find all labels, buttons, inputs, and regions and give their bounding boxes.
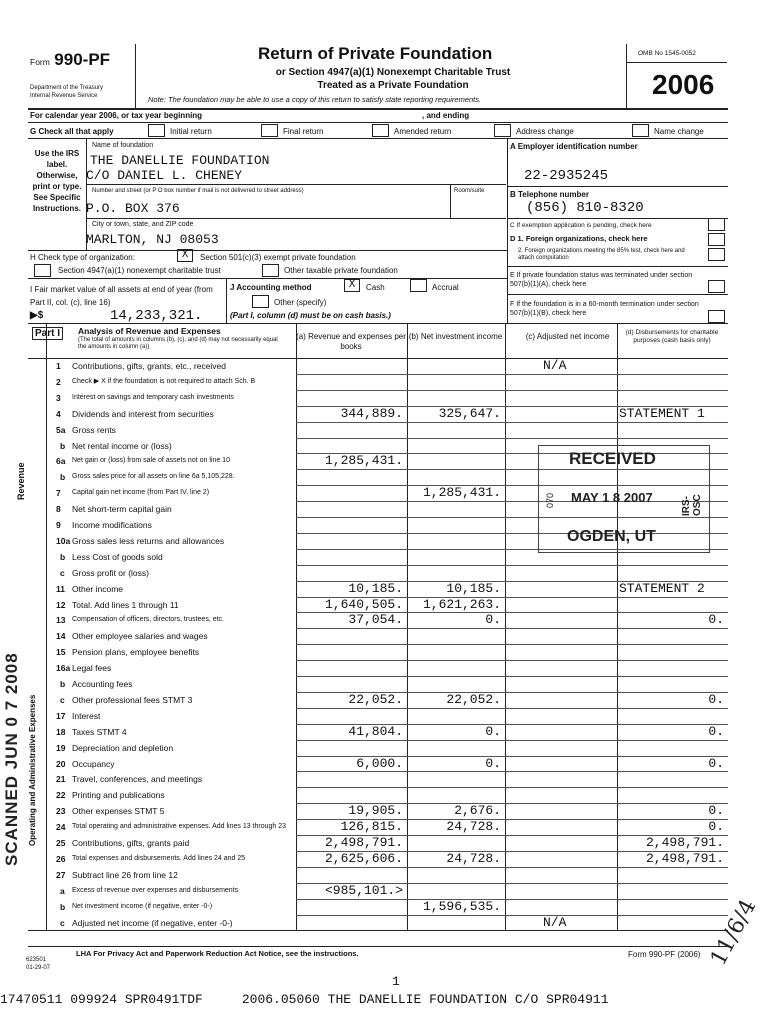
cell-b: 24,728. <box>446 850 501 866</box>
row-rule <box>296 676 728 677</box>
h-label: H Check type of organization: <box>30 253 135 262</box>
col-d-header: (d) Disbursements for charitable purposes (cash basis only) <box>625 329 719 344</box>
divider <box>508 266 728 267</box>
row-label: Net gain or (loss) from sale of assets not on line 10 <box>72 457 230 465</box>
lha-notice: LHA For Privacy Act and Paperwork Reduction Act Notice, see the instructions. <box>76 949 359 958</box>
row-label: Gross profit or (loss) <box>72 567 149 578</box>
divider <box>508 218 728 219</box>
row-label: Adjusted net income (if negative, enter -0-) <box>72 917 233 928</box>
form-reference <box>628 950 700 960</box>
row-number: 3 <box>56 392 61 403</box>
header-rule <box>28 358 728 359</box>
tax-year: 2006 <box>652 69 715 100</box>
fmv-arrow: ▶$ <box>30 310 44 321</box>
row-number: 18 <box>56 726 66 737</box>
cell-a: 37,054. <box>348 612 403 628</box>
received-side-left: 070 <box>545 492 555 508</box>
cell-a: 19,905. <box>348 803 403 819</box>
calendar-year: For calendar year 2006, or tax year beginning <box>30 111 203 120</box>
subtitle-2: Treated as a Private Foundation <box>317 80 469 91</box>
subtitle-1: or Section 4947(a)(1) Nonexempt Charitable Trust <box>275 67 511 78</box>
ein-value: 22-2935245 <box>524 168 609 184</box>
row-rule <box>296 644 728 645</box>
row-label: Printing and publications <box>72 790 165 801</box>
row-number: b <box>60 551 66 562</box>
row-rule <box>296 438 728 439</box>
row-label: Less Cost of goods sold <box>72 551 163 562</box>
row-number: a <box>60 885 65 896</box>
city-state-zip: MARLTON, NJ 08053 <box>86 232 219 247</box>
row-label: Net short-term capital gain <box>72 504 172 515</box>
row-rule <box>296 867 728 868</box>
f-label: F If the foundation is in a 60-month termination under section 507(b)(1)(B), check here <box>510 301 699 317</box>
cell-a: 22,052. <box>348 691 403 707</box>
row-label: Other professional fees STMT 3 <box>72 694 193 705</box>
cell-d: 2,498,791. <box>645 850 724 866</box>
cell-a: 2,625,606. <box>324 850 403 866</box>
received-text: RECEIVED <box>569 449 656 468</box>
received-date: MAY 1 8 2007 <box>571 490 653 505</box>
row-number: 10a <box>56 535 71 546</box>
row-number: c <box>60 917 65 928</box>
cell-b: 0. <box>485 723 501 739</box>
row-label: Depreciation and depletion <box>72 742 174 753</box>
row-label: Total. Add lines 1 through 11 <box>72 599 179 610</box>
row-rule <box>296 740 728 741</box>
table-bottom <box>28 930 728 931</box>
cell-b: 24,728. <box>446 819 501 835</box>
row-rule <box>296 787 728 788</box>
use-irs-label: Use the IRS label. Otherwise, print or type. See Specific Instructions. <box>32 149 82 213</box>
row-number: 25 <box>56 838 66 848</box>
divider <box>28 108 728 110</box>
cell-a: 344,889. <box>340 405 403 421</box>
row-number: 21 <box>56 774 66 785</box>
final-return-label: Final return <box>283 127 324 136</box>
h-4947-checkbox[interactable] <box>34 264 51 277</box>
divider <box>28 138 728 139</box>
cell-a: 10,185. <box>348 580 403 596</box>
row-rule <box>296 660 728 661</box>
row-label: Accounting fees <box>72 679 133 689</box>
row-rule <box>296 374 728 375</box>
divider <box>626 44 627 108</box>
h-4947-label: Section 4947(a)(1) nonexempt charitable trust <box>58 266 221 275</box>
received-stamp <box>538 445 710 553</box>
row-rule <box>296 390 728 391</box>
row-number: 22 <box>56 790 66 801</box>
row-rule <box>296 915 728 916</box>
foundation-name: THE DANELLIE FOUNDATION <box>90 153 270 168</box>
accrual-checkbox[interactable] <box>410 279 427 292</box>
cell-a: 126,815. <box>340 819 403 835</box>
phone-value: (856) 810-8320 <box>526 200 644 216</box>
row-label: Income modifications <box>72 520 152 530</box>
cell-d: STATEMENT 2 <box>619 580 705 596</box>
row-label: Taxes STMT 4 <box>72 726 127 737</box>
form-word: Form <box>30 57 50 67</box>
cell-b: 1,285,431. <box>422 485 501 501</box>
e-checkbox[interactable] <box>708 280 725 293</box>
c-label: C If exemption application is pending, check here <box>510 222 652 229</box>
cell-d: 0. <box>708 612 724 628</box>
row-number: 11 <box>56 583 65 594</box>
row-label: Interest <box>72 710 101 721</box>
d1-checkbox[interactable] <box>708 233 725 246</box>
row-number: 6a <box>56 456 66 467</box>
row-number: 8 <box>56 504 61 515</box>
cell-d: 0. <box>708 803 724 819</box>
row-rule <box>296 771 728 772</box>
col-b-header: (b) Net investment income <box>408 332 503 341</box>
j-note: (Part I, column (d) must be on cash basis.) <box>230 311 391 320</box>
row-number: 15 <box>56 647 66 658</box>
row-number: 24 <box>56 822 66 833</box>
street-address: P.O. BOX 376 <box>86 201 180 216</box>
e-label: E If private foundation status was terminated under section 507(b)(1)(A), check here <box>510 272 693 288</box>
row-label: Occupancy <box>72 758 115 769</box>
cell-d: STATEMENT 1 <box>619 405 705 421</box>
cell-b: 0. <box>485 755 501 771</box>
side-label-expenses: Operating and Administrative Expenses <box>28 694 37 846</box>
ein-label: A Employer identification number <box>510 142 638 151</box>
cell-a: 1,640,505. <box>324 596 403 612</box>
col-c-header: (c) Adjusted net income <box>525 332 610 341</box>
row-number: 9 <box>56 520 61 530</box>
cell-d: 0. <box>708 755 724 771</box>
row-number: 4 <box>56 408 61 419</box>
phone-label: B Telephone number <box>510 190 589 199</box>
row-rule <box>296 708 728 709</box>
cell-a: 41,804. <box>348 723 403 739</box>
form-label <box>30 50 110 70</box>
page-title: Return of Private Foundation <box>258 44 493 63</box>
side-label-revenue: Revenue <box>16 462 26 500</box>
name-change-label: Name change <box>654 127 704 136</box>
i-label: I Fair market value of all assets at end of year (from Part II, col. (c), line 16) <box>30 285 213 307</box>
check-g-label: G Check all that apply <box>30 127 114 136</box>
c-checkbox[interactable] <box>708 218 725 231</box>
f-checkbox[interactable] <box>708 310 725 323</box>
header-note: Note: The foundation may be able to use a copy of this return to satisfy state reporting requirements. <box>148 95 482 104</box>
cell-c: N/A <box>543 914 567 930</box>
divider <box>28 323 728 324</box>
final-return-checkbox[interactable] <box>261 124 278 137</box>
row-number: 1 <box>56 361 61 371</box>
street-caption: Number and street (or P O box number if mail is not delivered to street address) <box>92 188 304 194</box>
row-number: 2 <box>56 376 61 387</box>
divider <box>28 946 728 947</box>
part1-title-note: (The total of amounts in columns (b), (c), and (d) may not necessarily equal the amounts in column (a)) <box>78 337 278 350</box>
row-rule <box>296 899 728 900</box>
row-rule <box>296 628 728 629</box>
address-change-label: Address change <box>516 127 574 136</box>
divider <box>28 122 728 123</box>
and-ending: , and ending <box>422 111 470 120</box>
row-label: Total operating and administrative expenses. Add lines 13 through 23 <box>72 823 287 831</box>
row-label: Capital gain net income (from Part IV, line 2) <box>72 489 210 497</box>
divider <box>28 250 508 251</box>
room-caption: Room/suite <box>454 188 485 194</box>
divider <box>508 186 728 187</box>
form-reference-text: Form 990-PF (2006) <box>628 950 701 959</box>
row-label: Gross rents <box>72 424 116 435</box>
print-line: 17470511 099924 SPR0491TDF 2006.05060 THE DANELLIE FOUNDATION C/O SPR04911 <box>0 992 609 1007</box>
cell-a: <985,101.> <box>324 882 403 898</box>
cell-b: 22,052. <box>446 691 501 707</box>
divider <box>627 62 727 63</box>
h-501c3-checkbox[interactable]: X <box>177 249 193 262</box>
irs-agency: Internal Revenue Service <box>30 93 98 99</box>
divider <box>507 139 508 324</box>
name-change-checkbox[interactable] <box>632 124 649 137</box>
cell-b: 1,621,263. <box>422 596 501 612</box>
d2-label: 2. Foreign organizations meeting the 85% test, check here and attach computation <box>518 248 685 261</box>
form-number: 990-PF <box>54 50 111 69</box>
col-a-header: (a) Revenue and expenses per books <box>296 332 406 351</box>
row-number: 23 <box>56 806 66 817</box>
row-label: Compensation of officers, directors, trustees, etc. <box>72 616 224 624</box>
cash-checkbox[interactable]: X <box>344 279 360 292</box>
row-number: 12 <box>56 599 66 610</box>
row-number: b <box>60 440 66 451</box>
cell-a: 2,498,791. <box>324 835 403 850</box>
divider <box>508 294 728 295</box>
cell-d: 2,498,791. <box>645 835 724 850</box>
cell-b: 2,676. <box>454 803 501 819</box>
cell-d: 0. <box>708 723 724 739</box>
cell-b: 1,596,535. <box>422 898 501 914</box>
part1-tag: Part I <box>32 327 63 340</box>
row-label: Subtract line 26 from line 12 <box>72 869 178 880</box>
row-label: Gross sales price for all assets on line 6a 5,105,228. <box>72 473 235 481</box>
initial-return-label: Initial return <box>170 127 212 136</box>
row-label: Check ▶ X if the foundation is not required to attach Sch. B <box>72 377 256 385</box>
row-number: 14 <box>56 631 66 642</box>
cell-a: 1,285,431. <box>324 453 403 469</box>
row-number: 19 <box>56 742 66 753</box>
divider <box>135 44 136 108</box>
d1-label: D 1. Foreign organizations, check here <box>510 234 648 243</box>
row-number: 17 <box>56 710 66 721</box>
divider <box>86 184 506 185</box>
cell-d: 0. <box>708 819 724 835</box>
omb-number: OMB No 1545-0052 <box>638 50 696 57</box>
row-number: 26 <box>56 853 66 864</box>
name-caption: Name of foundation <box>92 142 154 149</box>
row-number: b <box>60 472 66 483</box>
row-label: Total expenses and disbursements. Add lines 24 and 25 <box>72 854 246 862</box>
handwritten-note: 11/6/4 <box>706 895 762 970</box>
divider <box>28 278 508 279</box>
row-label: Contributions, gifts, grants paid <box>72 838 190 848</box>
scanned-stamp: SCANNED JUN 0 7 2008 <box>2 652 21 866</box>
department: Department of the Treasury <box>30 85 104 91</box>
row-number: c <box>60 694 65 705</box>
other-method-label: Other (specify) <box>274 298 327 307</box>
row-label: Travel, conferences, and meetings <box>72 774 203 785</box>
row-number: 27 <box>56 869 66 880</box>
amended-return-checkbox[interactable] <box>372 124 389 137</box>
row-label: Other expenses STMT 5 <box>72 806 165 817</box>
row-number: 16a <box>56 663 71 674</box>
fmv-value: 14,233,321. <box>110 308 203 324</box>
cell-c: N/A <box>543 358 567 373</box>
column-divider <box>505 324 506 930</box>
form-code: 623501 01-29-07 <box>26 957 51 971</box>
row-number: 13 <box>56 615 66 626</box>
cell-a: 6,000. <box>356 755 403 771</box>
row-label: Contributions, gifts, grants, etc., received <box>72 361 227 371</box>
j-label: J Accounting method <box>230 283 312 292</box>
row-rule <box>296 565 728 566</box>
cash-label: Cash <box>366 283 385 292</box>
accrual-label: Accrual <box>432 283 459 292</box>
row-label: Interest on savings and temporary cash investments <box>72 393 234 401</box>
amended-return-label: Amended return <box>394 127 452 136</box>
row-label: Net investment income (if negative, enter -0-) <box>72 902 213 910</box>
address-change-checkbox[interactable] <box>494 124 511 137</box>
d2-checkbox[interactable] <box>708 248 725 261</box>
divider <box>226 279 227 323</box>
row-rule <box>296 422 728 423</box>
part1-title: Analysis of Revenue and Expenses <box>78 326 221 336</box>
cell-b: 10,185. <box>446 580 501 596</box>
row-label: Legal fees <box>72 663 112 674</box>
row-number: b <box>60 901 66 912</box>
row-label: Other income <box>72 583 124 594</box>
column-divider <box>46 324 47 930</box>
row-label: Pension plans, employee benefits <box>72 647 200 658</box>
h-501c3-label: Section 501(c)(3) exempt private foundation <box>200 253 356 262</box>
received-side-right: IRS-OSC <box>681 494 703 516</box>
row-label: Other employee salaries and wages <box>72 631 208 642</box>
care-of-name: C/O DANIEL L. CHENEY <box>86 168 243 183</box>
divider <box>450 184 451 218</box>
other-method-checkbox[interactable] <box>252 295 269 308</box>
received-city: OGDEN, UT <box>567 528 656 545</box>
row-label: Gross sales less returns and allowances <box>72 535 225 546</box>
cell-d: 0. <box>708 691 724 707</box>
city-caption: City or town, state, and ZIP code <box>92 221 194 228</box>
h-other-label: Other taxable private foundation <box>284 266 398 275</box>
initial-return-checkbox[interactable] <box>148 124 165 137</box>
row-label: Dividends and interest from securities <box>72 408 214 419</box>
row-label: Excess of revenue over expenses and disbursements <box>72 886 239 894</box>
h-other-checkbox[interactable] <box>262 264 279 277</box>
cell-b: 0. <box>485 612 501 628</box>
page-number: 1 <box>392 974 400 989</box>
row-label: Net rental income or (loss) <box>72 440 172 451</box>
row-number: b <box>60 679 66 689</box>
divider <box>86 218 506 219</box>
row-number: 7 <box>56 488 61 499</box>
cell-b: 325,647. <box>438 405 501 421</box>
row-number: 20 <box>56 758 66 769</box>
row-number: 5a <box>56 424 66 435</box>
row-number: c <box>60 567 65 578</box>
